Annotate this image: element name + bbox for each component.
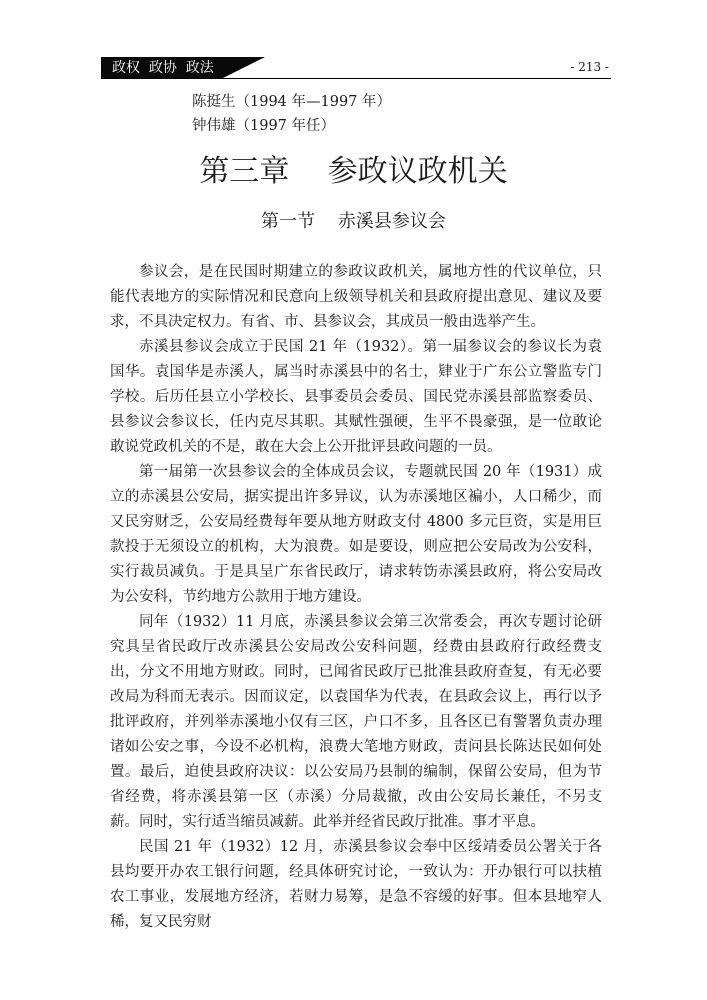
official-entry: 陈挺生（1994 年—1997 年） (192, 94, 392, 110)
body-text (110, 260, 602, 935)
paragraph: 同年（1932）11 月底，赤溪县参议会第三次常委会，再次专题讨论研究具呈省民政厅改赤溪县公安局改公安科问题，经费由县政府行政经费支出，分文不用地方财政。同时，已闻省民政厅已批准县政府查复，有无必要改局为科而无表示。因而议定，以袁国华为代表，在县政会议上，再行以予批评政府，并列举赤溪地小仅有三区，户口不多，且各区已有警署负责办理诸如公安之事，今设不必机构，浪费大笔地方财政，责问县长陈达民如何处置。最后，迫使县政府决议：以公安局乃县制的编制，保留公安局，但为节省经费，将赤溪县第一区（赤溪）分局裁撤，改由公安局长兼任，不另支薪。同时，实行适当缩员减薪。此举并经省民政厅批准。事才平息。 (110, 614, 602, 830)
page-number: - 213 - (570, 60, 609, 74)
paragraph: 民国 21 年（1932）12 月，赤溪县参议会奉中区绥靖委员公署关于各县均要开办农工银行问题，经具体研究讨论，一致认为：开办银行可以扶植农工事业，发展地方经济，若财力易筹，是急不容缓的好事。但本县地窄人稀，复又民穷财 (110, 839, 602, 930)
chapter-title: 第三章 参政议政机关 (199, 154, 508, 189)
header-rule (101, 78, 611, 79)
paragraph: 参议会，是在民国时期建立的参政议政机关，属地方性的代议单位，只能代表地方的实际情况和民意向上级领导机关和县政府提出意见、建议及要求，不具决定权力。有省、市、县参议会，其成员一般由选举产生。 (110, 264, 602, 330)
section-title: 第一节 赤溪县参议会 (261, 211, 446, 232)
paragraph: 赤溪县参议会成立于民国 21 年（1932）。第一届参议会的参议长为袁国华。袁国华是赤溪人，属当时赤溪县中的名士，肄业于广东公立警监专门学校。后历任县立小学校长、县事委员会委员、国民党赤溪县部监察委员、县参议会参议长，任内克尽其职。其赋性强硬，生平不畏豪强，是一位敢论敢说党政机关的不是，敢在大会上公开批评县政问题的一员。 (110, 339, 602, 455)
header-band-slant (221, 57, 265, 79)
paragraph: 第一届第一次县参议会的全体成员会议，专题就民国 20 年（1931）成立的赤溪县公安局，据实提出许多异议，认为赤溪地区褊小，人口稀少，而又民穷财乏，公安局经费每年要从地方财政支付 4800 多元巨资，实是用巨款投于无须设立的机构，大为浪费。如是要设，则应把公安局改为公安科，实行裁员减负。于是具呈广东省民政厅，请求转饬赤溪县政府，将公安局改为公安科，节约地方公款用于地方建设。 (110, 464, 602, 605)
official-entry: 钟伟雄（1997 年任） (192, 118, 336, 134)
running-header-label: 政权 政协 政法 (112, 60, 214, 76)
